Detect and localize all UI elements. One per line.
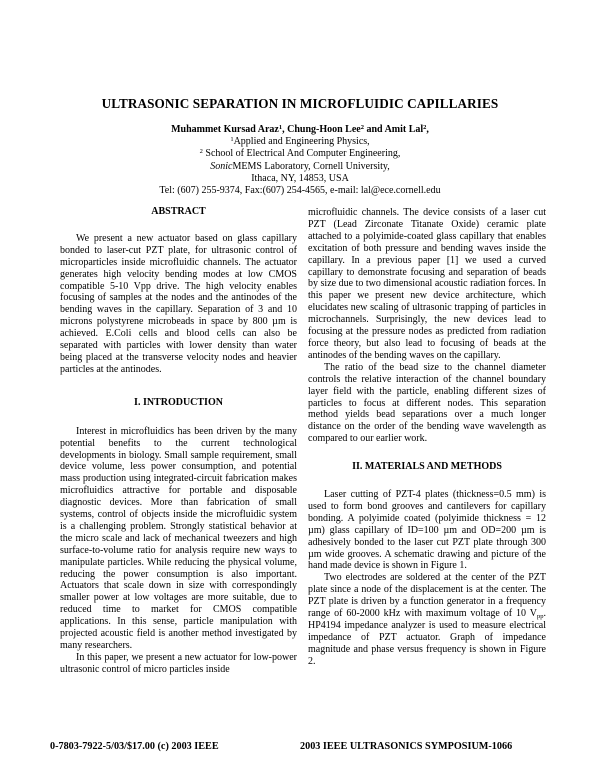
introduction-heading: I. INTRODUCTION bbox=[134, 396, 223, 408]
methods-paragraph-1: Laser cutting of PZT-4 plates (thickness=0.5 mm) is used to form bond grooves and cantilevers for capillary bonding. A polyimide coated (polyimide thickness = 12 µm) glass capillary of ID=100 µm and OD=200 µm is adhesively bonded to the laser cut PZT plate through 300 µm wide grooves. A schematic drawing and picture of the hand made device is shown in Figure 1. bbox=[308, 489, 546, 572]
intro-paragraph-1: Interest in microfluidics has been driven by the many potential benefits to the current technological developments in biology. Small sample requirement, small device volume, less power consumption, and potential mass production using integrated-circuit fabrication makes microfluidics attractive for portable and disposable diagnostic devices. More than fabrication of small systems, control of objects inside the microfluidic system is a challenging problem. Strongly statistical behavior at the micro scale and lack of mechanical tweezers and high surface-to-volume ratio for analysis require new ways to manipulate particles. While reducing the physical volume, reducing the power consumption is also important. Actuators that scale down in size with correspondingly smaller power at low voltages are more suitable, due to reduced time to market for CMOS compatible applications. In this sense, particle manipulation with projected acoustic field is another method investigated by many researchers. bbox=[60, 425, 297, 651]
right-column bbox=[308, 207, 546, 668]
author-1-affiliation-mark: 1 bbox=[278, 124, 283, 131]
lab-name: SonicMEMS Laboratory, Cornell University, bbox=[210, 160, 390, 172]
methods-heading: II. MATERIALS AND METHODS bbox=[352, 461, 502, 473]
address: Ithaca, NY, 14853, USA bbox=[251, 172, 349, 184]
methods-paragraph-2: Two electrodes are soldered at the center of the PZT plate since a node of the displacement is at the center. The PZT plate is driven by a function generator in a frequency range of 60-2000 kHz with maximum voltage of 10 $V_{pp}$. HP4194 impedance analyzer is used to measure electrical impedance of PZT actuator. Graph of impedance magnitude and phase versus frequency is shown in Figure 2. bbox=[308, 572, 546, 667]
author-block bbox=[0, 124, 600, 197]
abstract-text: We present a new actuator based on glass capillary bonded to laser-cut PZT plate, for ultrasonic control of microparticles inside microfluidic channels. The actuator generates high velocity bending modes at low CMOS compatible 5-10 Vpp drive. The high velocity enables focusing of samples at the nodes and the antinodes of the bending waves in the capillary. Separation of 3 and 10 microns polystyrene microbeads in space by 800 µm is achieved. E.Coli cells and blood cells can also be separated with particles with lower density than water being placed at the transverse velocity nodes and heavier particles at the antinodes. bbox=[60, 232, 297, 375]
intro-paragraph-2-continued: microfluidic channels. The device consists of a laser cut PZT (Lead Zirconate Titanate Oxide) ceramic plate attached to a polyimide-coated glass capillary that enables excitation of both pressure and bending waves inside the capillary. In a previous paper [1] we used a curved capillary to demonstrate focusing and separation of beads by size due to two dimensional acoustic radiation forces. In this paper we present new device architecture, which elucidates new scaling of ultrasonic trapping of particles in microchannels. Surprisingly, the new devices lead to focusing at the pressure nodes as predicted from radiation force theory, but also lead to focusing of beads at the antinodes of the bending waves on the capillary. bbox=[308, 207, 546, 361]
intro-paragraph-3: The ratio of the bead size to the channel diameter controls the relative interaction of the channel boundary layer field with the particle, enabling different sizes of particles to focus at different nodes. This separation method yields bead separations over a much longer distance on the order of the bending wave wavelength as compared to our earlier work. bbox=[308, 361, 546, 445]
paper-title: ULTRASONIC SEPARATION IN MICROFLUIDIC CAPILLARIES bbox=[101, 96, 499, 111]
intro-paragraph-2: In this paper, we present a new actuator for low-power ultrasonic control of micro particles inside bbox=[60, 651, 297, 675]
author-1: Muhammet Kursad Araz bbox=[171, 124, 279, 135]
affiliation-2: $^2$ School of Electrical And Computer Engineering, bbox=[199, 148, 401, 160]
left-column bbox=[60, 206, 297, 676]
affiliation-1: $^1$Applied and Engineering Physics, bbox=[230, 136, 370, 148]
contact-info: Tel: (607) 255-9374, Fax:(607) 254-4565, e-mail: lal@ece.cornell.edu bbox=[159, 185, 441, 197]
footer-proceedings: 2003 IEEE ULTRASONICS SYMPOSIUM-1066 bbox=[300, 741, 513, 752]
author-3: Amit Lal bbox=[384, 124, 424, 135]
abstract-heading: ABSTRACT bbox=[151, 206, 206, 217]
author-2-affiliation-mark: 2 bbox=[360, 124, 364, 131]
author-3-affiliation-mark: 2 bbox=[423, 124, 427, 131]
author-2: Chung-Hoon Lee bbox=[287, 124, 361, 135]
footer-copyright: 0-7803-7922-5/03/$17.00 (c) 2003 IEEE bbox=[50, 741, 219, 752]
author-names: Muhammet Kursad Araz$^1$, Chung-Hoon Lee$^2$ and Amit Lal$^2$, bbox=[171, 124, 429, 135]
